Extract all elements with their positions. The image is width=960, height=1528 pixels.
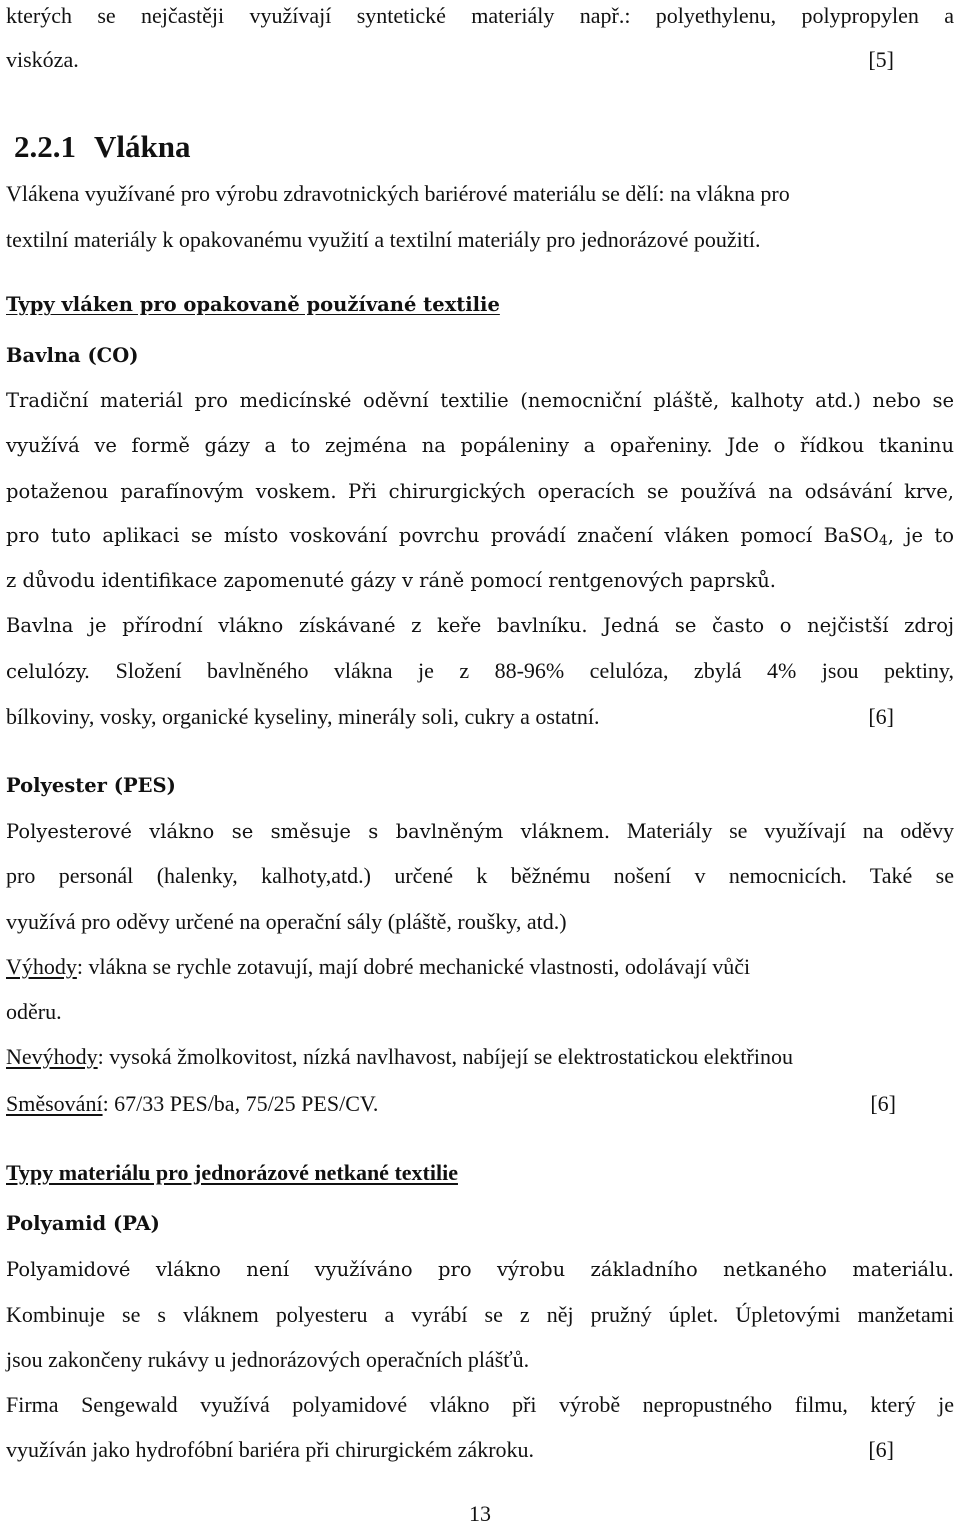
disadvantages-text: : vysoká žmolkovitost, nízká navlhavost, nabíjejí se elektrostatickou elektřinou — [97, 1044, 793, 1069]
section-heading — [14, 129, 190, 165]
chemical-subscript: 4 — [878, 533, 888, 549]
cotton-line-2-a: využívá ve formě — [6, 434, 190, 457]
section-paragraph-line-2: textilní materiály k opakovanému využití a textilní materiály pro jednorázové použití. — [6, 227, 761, 252]
polyester-line-3: využívá pro oděvy určené na operační sály (pláště, roušky, atd.) — [6, 909, 567, 934]
polyamide-line-4: Firma Sengewald využívá polyamidové vlákno při výrobě nepropustného filmu, který je — [6, 1392, 954, 1417]
section-title: Vlákna — [94, 129, 191, 164]
citation-ref: [6] — [868, 1437, 894, 1462]
polyester-blending — [6, 1090, 954, 1118]
polyester-line-1-b: Materiály se využívají na oděvy — [626, 818, 955, 843]
intro-line-2 — [6, 46, 954, 74]
blending-text: : 67/33 PES/ba, 75/25 PES/CV. — [102, 1091, 379, 1116]
disadvantages-label: Nevýhody — [6, 1044, 98, 1069]
section-number: 2.2.1 — [14, 129, 76, 164]
polyamide-heading: Polyamid (PA) — [6, 1212, 160, 1235]
cotton-line-7-a: celulózy. — [6, 660, 91, 683]
cotton-line-4-a: pro tuto aplikaci se místo voskování povrchu provádí značení vláken pomocí BaSO — [6, 524, 879, 547]
subsection-heading-reusable: Typy vláken pro opakovaně používané textilie — [6, 293, 500, 316]
polyester-disadvantages — [6, 1043, 954, 1071]
citation-ref: [5] — [868, 47, 894, 72]
cotton-line-2-c: Jde o řídkou tkaninu — [727, 434, 955, 457]
polyamide-line-5 — [6, 1436, 954, 1464]
polyester-line-2: pro personál (halenky, kalhoty,atd.) určené k běžnému nošení v nemocnicích. Také se — [6, 863, 954, 888]
polyamide-line-1: Polyamidové vlákno není využíváno pro výrobu základního netkaného materiálu. — [6, 1258, 954, 1281]
polyamide-line-5-text: využíván jako hydrofóbní bariéra při chirurgickém zákroku. — [6, 1437, 535, 1462]
advantages-text: : vlákna se rychle zotavují, mají dobré mechanické vlastnosti, odolávají vůči — [76, 954, 751, 979]
cotton-line-3-b: Při chirurgických operacích se používá na odsávání krve, — [347, 480, 955, 503]
polyamide-line-3: jsou zakončeny rukávy u jednorázových operačních plášťů. — [6, 1347, 530, 1372]
cotton-line-7 — [6, 657, 954, 686]
blending-label: Směsování — [6, 1091, 103, 1116]
cotton-line-6-c: Jedná se často o nejčistší zdroj — [603, 614, 954, 637]
cotton-heading: Bavlna (CO) — [6, 344, 139, 367]
cotton-line-3 — [6, 477, 954, 506]
cotton-line-6 — [6, 612, 954, 640]
intro-line-2-text: viskóza. — [6, 47, 79, 72]
cotton-line-5: z důvodu identifikace zapomenuté gázy v ráně pomocí rentgenových paprsků. — [6, 569, 777, 592]
subsection-heading-disposable: Typy materiálu pro jednorázové netkané textilie — [6, 1160, 458, 1185]
intro-line-1: kterých se nejčastěji využívají syntetické materiály např.: polyethylenu, polypropylen a — [6, 3, 954, 28]
cotton-line-4-b: , je to — [887, 524, 954, 547]
citation-ref: [6] — [870, 1091, 896, 1116]
cotton-line-8 — [6, 703, 954, 731]
polyester-line-1 — [6, 817, 954, 846]
cotton-line-6-a: Bavlna je — [6, 614, 107, 637]
advantages-label: Výhody — [6, 954, 77, 979]
cotton-line-7-b: Složení bavlněného vlákna je z 88-96% celulóza, zbylá 4% jsou pektiny, — [115, 658, 954, 683]
cotton-line-3-a: potaženou parafínovým voskem. — [6, 480, 337, 503]
polyester-advantages-continued: oděru. — [6, 999, 62, 1024]
polyester-heading: Polyester (PES) — [6, 774, 176, 797]
cotton-line-2-b: gázy a to zejména na popáleniny a opařeniny. — [204, 434, 713, 457]
cotton-line-8-text: bílkoviny, vosky, organické kyseliny, minerály soli, cukry a ostatní. — [6, 704, 600, 729]
cotton-line-2 — [6, 432, 954, 460]
polyamide-line-2: Kombinuje se s vláknem polyesteru a vyrábí se z něj pružný úplet. Úpletovými manžetami — [6, 1302, 954, 1327]
cotton-line-6-b: přírodní vlákno získávané z keře bavlníku. — [122, 614, 588, 637]
section-paragraph-line-1: Vlákena využívané pro výrobu zdravotnických bariérové materiálu se dělí: na vlákna pro — [6, 181, 790, 206]
polyester-line-1-a: Polyesterové vlákno se směsuje s bavlněným vláknem. — [6, 820, 611, 843]
page-number: 13 — [469, 1501, 491, 1526]
citation-ref: [6] — [868, 704, 894, 729]
polyester-advantages — [6, 953, 954, 981]
cotton-line-4 — [6, 522, 954, 550]
cotton-line-1: Tradiční materiál pro medicínské oděvní textilie (nemocniční pláště, kalhoty atd.) nebo se — [6, 389, 954, 412]
